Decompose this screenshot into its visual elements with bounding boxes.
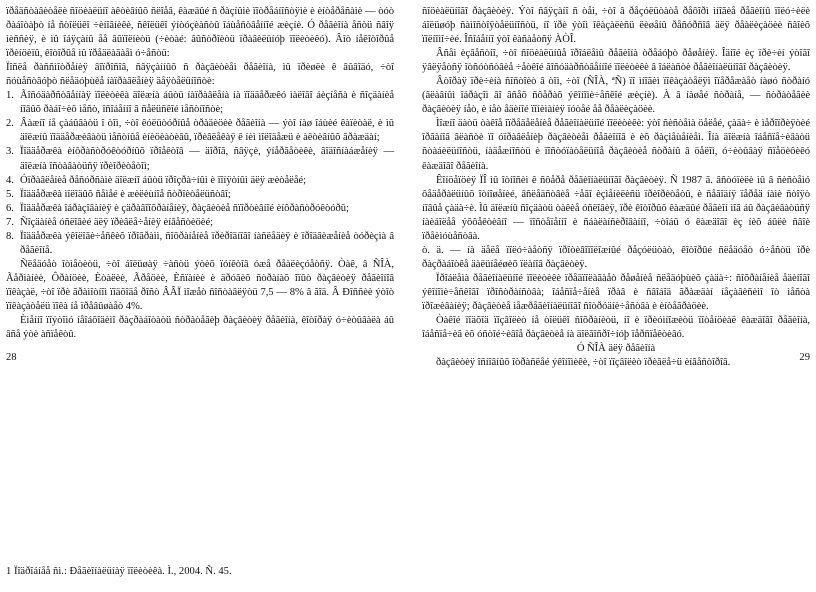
list-item-text: Óïðàâëåíèå ðåñóðñàìè äîëæíî áûòü ïðîçðà÷íûì è ïîíÿòíûì äëÿ æèòåëåé; — [20, 174, 307, 186]
paragraph: Ïðîáëåìà ðåãèîíàëüíîé ïîëèòèêè ïðåäïîëàãàåò ðåøåíèå ñëåäóþùèõ çàäà÷: ñîõðàíåíèå åäèíîãî ýêîíîìè÷åñêîãî ïðîñòðàíñòâà; îáåñïå÷åíèå ïðàâ è ñâîáîä ãðàæäàí íåçàâèñèìî îò ìåñòà ïðîæèâàíèÿ; ðàçâèòèå ìåæðåãèîíàëüíîãî ñîòðóäíè÷åñòâà è èíòåãðàöèè. — [422, 272, 810, 312]
left-page — [6, 5, 394, 587]
list-item-text: Ñîçäàíèå óñëîâèé äëÿ ïðèâëå÷åíèÿ èíâåñòèöèé; — [20, 216, 213, 228]
section-heading: Ó ÑÎÀ äëÿ ðåãèîíà — [576, 343, 656, 355]
list-item — [6, 216, 394, 230]
list-item-number: 3. — [6, 146, 14, 158]
paragraph: ñîöèàëüíîãî ðàçâèòèÿ. Ýòî ñâÿçàíî ñ òåì, ÷òî â ðåçóëüòàòå ðåôîðì ìíîãèå ðåãèîíû ïîëó÷èëè áîëüøóþ ñàìîñòîÿòåëüíîñòü, íî ïðè ýòîì îêàçàëèñü ëèøåíû ðåñóðñîâ äëÿ ðåàëèçàöèè ñâîèõ ïîëíîìî÷èé. Îñîáåííî ýòî êàñàåòñÿ ÀÒÎ. — [422, 6, 810, 46]
paragraph: Âñåì èçâåñòíî, ÷òî ñîöèàëüíûå ïðîáëåìû ðåãèîíà òðåáóþò ðåøåíèÿ. Îäíîé èç ïðè÷èí ýòîãî ÿâëÿåòñÿ îòñóòñòâèå ÷åòêîé ãîñóäàðñòâåííîé ïîëèòèêè â îáëàñòè ðåãèîíàëüíîãî ðàçâèòèÿ. — [422, 48, 810, 74]
paragraph: Âòîðàÿ ïðè÷èíà ñîñòîèò â òîì, ÷òî (ÑÎÀ, ªÑ) ïî ìíîãèì ïîêàçàòåëÿì îïåðåæàåò íàøó ñòðàíó (ãëàâíûì îáðàçîì âî âñåõ ñôåðàõ ýêîíîìè÷åñêîé æèçíè). À â íàøåé ñòðàíå, — ñòðàòåãèè ðàçâèòèÿ íåò, è íåò åäèíîé ïîíèìàíèÿ ïóòåé åå ðåàëèçàöèè. — [422, 76, 810, 116]
paragraph: ò. ä. — íà äåëå ïîëó÷àåòñÿ ïðîòèâîïîëîæíûé ðåçóëüòàò, êîòîðûé ñëåäóåò ó÷åñòü ïðè ðàçðàáîòêå äàëüíåéøèõ ïëàíîâ ðàçâèòèÿ. — [422, 244, 810, 270]
list-item — [6, 230, 394, 258]
paragraph: Òàêîé ïîäõîä ïîçâîëèò íå òîëüêî ñîõðàíèòü, íî è ïðèóìíîæèòü ïîòåíöèàë êàæäîãî ðåãèîíà, îáåñïå÷èâ èõ óñòîé÷èâîå ðàçâèòèå íà äîëãîñðî÷íóþ ïåðñïåêòèâó. — [422, 315, 810, 341]
list-item-number: 7. — [6, 216, 14, 228]
right-page-number: 29 — [799, 352, 810, 363]
right-page-body — [422, 5, 810, 370]
list-item-text: Ïîääåðæêà îáðàçîâàíèÿ è çäðàâîîõðàíåíèÿ, ðàçâèòèå ñïîðòèâíîé èíôðàñòðóêòóðû; — [20, 202, 349, 214]
list-item — [6, 202, 394, 216]
list-item — [6, 89, 394, 117]
list-item — [6, 117, 394, 145]
paragraph: ðàçâèòèÿ îñíîâíûõ îòðàñëåé ýêîíîìèêè, ÷òî ïîçâîëèò ïðèâëå÷ü èíâåñòîðîâ. — [436, 357, 731, 369]
paragraph: Êîíöåïöèÿ ÏÎ ìû îòíîñèì ê ñôåðå ðåãèîíàëüíîãî ðàçâèòèÿ. Ñ 1987 ã. âñòóïèëè ìû â ñèñòåìó ôåäåðàëüíûõ îòíîøåíèé, âñëåäñòâèå ÷åãî èçìåíèëèñü ïðèîðèòåòû, è ñåãîäíÿ ïåðåä íàìè ñòîÿò íîâûå çàäà÷è. Ìû äîëæíû ñîçäàòü òàêèå óñëîâèÿ, ïðè êîòîðûõ êàæäûé ðåãèîí ìîã áû ðàçâèâàòüñÿ íàèáîëåå ýôôåêòèâíî — ïîñòåïåííî è ñáàëàíñèðîâàííî, ÷òîáû ó êàæäîãî èç íèõ áûëè ñâîè ïðåèìóùåñòâà. — [422, 174, 811, 242]
left-footnotes — [6, 565, 394, 579]
footnote: 1 Ïîäðîáíåå ñì.: Ðåãèîíàëüíàÿ ïîëèòèêà. Ì., 2004. Ñ. 45. — [6, 566, 232, 577]
list-item-text: Ãîñóäàðñòâåííàÿ ïîëèòèêà äîëæíà áûòü íàïðàâëåíà íà ïîääåðæêó ìàëîãî áèçíåñà è ñîçäàíèå íîâûõ ðàáî÷èõ ìåñò, îñîáåííî â ñåëüñêîé ìåñòíîñòè; — [20, 90, 394, 116]
list-item-number: 5. — [6, 188, 14, 200]
list-item — [6, 188, 394, 202]
paragraph: Ñëåäóåò îòìåòèòü, ÷òî áîëüøàÿ ÷àñòü ýòèõ ïóíêòîâ óæå ðåàëèçóåòñÿ. Òàê, â ÑÎÀ, Ãåðìàíèè, Ôðàíöèè, Èòàëèè, Ãðåöèè, Èñïàíèè è äðóãèõ ñòðàíàõ îïûò ðàçâèòèÿ ðåãèîíîâ ïîêàçàë, ÷òî ïðè ãðàìîòíîì ïîäõîäå ðîñò ÂÂÏ ìîæåò ñîñòàâëÿòü 7,5 — 8% â ãîä. Â Ðîññèè ýòîò ïîêàçàòåëü ïîêà íå ïðåâûøàåò 4%. — [6, 258, 394, 312]
list-item-number: 4. — [6, 174, 14, 186]
list-item-text: Ïîääåðæêà èíôðàñòðóêòóðíûõ ïðîåêòîâ — äîðîã, ñâÿçè, ýíåðãåòèêè, âîäîñíàáæåíèÿ — äîëæíà îñòàâàòüñÿ ïðèîðèòåòîì; — [20, 146, 394, 172]
list-item-text: Âàæíî íå çàáûâàòü î òîì, ÷òî êóëüòóðíûå òðàäèöèè ðåãèîíà — ýòî íàø îáùèé êàïèòàë, è ìû äîëæíû ïîääåðæèâàòü ìåñòíûå èíèöèàòèâû, ïðèâëåêàÿ ê íèì ìîëîäåæü è àêòèâíûõ ãðàæäàí; — [20, 118, 394, 144]
list-item-text: Ïîääåðæêà ýêîëîãè÷åñêèõ ïðîãðàìì, ñîõðàíåíèå ïðèðîäíîãî íàñëåäèÿ è ïðîäâèæåíèå òóðèçìà â ðåãèîíå. — [20, 230, 394, 256]
list-item-number: 6. — [6, 202, 14, 214]
paragraph: Ïîñëå ðàññìîòðåíèÿ âîïðîñîâ, ñâÿçàííûõ ñ ðàçâèòèåì ðåãèîíà, ìû ïðèøëè ê âûâîäó, ÷òî ñóùåñòâóþò ñëåäóþùèå íàïðàâëåíèÿ äåÿòåëüíîñòè: — [6, 62, 394, 88]
paragraph: ïðåäñòàâèòåëè ñîöèàëüíî àêòèâíûõ ñëîåâ, êàæäûé ñ ðàçíûìè ïîòðåáíîñòÿìè è èíòåðåñàìè — òóò ðàáîòàþò íå ñòîëüêî ÷èíîâíèêè, ñêîëüêî ýíòóçèàñòû îáùåñòâåííîé æèçíè. Ó ðåãèîíà åñòü ñâîÿ ìèññèÿ, è ìû îáÿçàíû åå âûïîëíèòü (÷èòàé: âûñòðîèòü ïðàâèëüíóþ ïîëèòèêó). Âîò íåêîòîðûå ïðèíöèïû, êîòîðûå ìû ïðåäëàãàåì ó÷åñòü: — [6, 6, 394, 60]
left-page-body — [6, 5, 394, 342]
list-item-number: 8. — [6, 230, 14, 242]
list-item — [6, 145, 394, 173]
paragraph: Ìîæíî äàòü òàêîå îïðåäåëåíèå ðåãèîíàëüíîé ïîëèòèêè: ýòî ñèñòåìà öåëåé, çàäà÷ è ìåðîïðèÿòèé îðãàíîâ âëàñòè ïî óïðàâëåíèþ ðàçâèòèåì ðåãèîíîâ è èõ ðàçìåùåíèåì. Îíà äîëæíà îáåñïå÷èâàòü ñòàáèëüíîñòü, íàäåæíîñòü è ïîñòóïàòåëüíîå ðàçâèòèå ñòðàíû â öåëîì, ó÷èòûâàÿ ñïåöèôèêó êàæäîãî ðåãèîíà. — [422, 118, 810, 172]
list-item — [6, 174, 394, 188]
list-item-number: 2. — [6, 118, 14, 130]
paragraph: Èìåííî ïîýòîìó íåîáõîäèìî ðàçðàáîòàòü ñòðàòåãèþ ðàçâèòèÿ ðåãèîíà, êîòîðàÿ ó÷èòûâàëà áû âñå ýòè àñïåêòû. — [6, 315, 394, 341]
list-item-number: 1. — [6, 90, 14, 102]
right-page — [422, 5, 810, 587]
left-page-number: 28 — [6, 352, 17, 363]
list-item-text: Ïîääåðæêà ìîëîäûõ ñåìåé è æèëèùíîå ñòðîèòåëüñòâî; — [20, 188, 231, 200]
